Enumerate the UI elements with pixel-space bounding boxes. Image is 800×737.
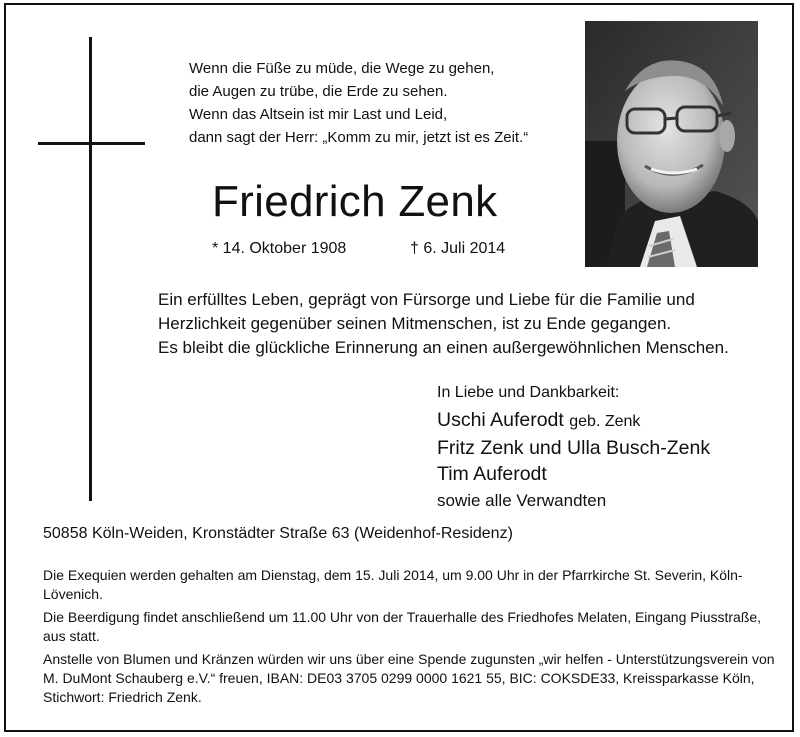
tribute-text — [158, 288, 778, 360]
portrait-photo — [585, 21, 758, 267]
poem-line: die Augen zu trübe, die Erde zu sehen. — [189, 83, 448, 100]
mourners-intro: In Liebe und Dankbarkeit: — [437, 384, 620, 401]
death-date: † 6. Juli 2014 — [410, 240, 506, 257]
deceased-name: Friedrich Zenk — [212, 177, 498, 226]
cross-icon-bar — [38, 142, 145, 145]
tribute-line: Herzlichkeit gegenüber seinen Mitmenschen, ist zu Ende gegangen. — [158, 314, 672, 333]
mourner-first-name: Uschi Auferodt — [437, 409, 564, 431]
tribute-line: Ein erfülltes Leben, geprägt von Fürsorge und Liebe für die Familie und — [158, 290, 695, 309]
burial-info: Die Beerdigung findet anschließend um 11.00 Uhr von der Trauerhalle des Friedhofes Melaten, Eingang Piusstraße, aus statt. — [43, 609, 762, 644]
poem-line: Wenn die Füße zu müde, die Wege zu gehen, — [189, 60, 495, 77]
poem-line: Wenn das Altsein ist mir Last und Leid, — [189, 106, 448, 123]
portrait-image — [585, 21, 758, 267]
mourner-maiden-name: geb. Zenk — [569, 413, 641, 430]
birth-date: * 14. Oktober 1908 — [212, 240, 347, 257]
funeral-mass-info: Die Exequien werden gehalten am Dienstag, dem 15. Juli 2014, um 9.00 Uhr in der Pfarrkirche St. Severin, Köln-Lövenich. — [43, 567, 743, 602]
address: 50858 Köln-Weiden, Kronstädter Straße 63 (Weidenhof-Residenz) — [43, 525, 513, 542]
mourner-name: Tim Auferodt — [437, 463, 547, 485]
service-details — [43, 566, 783, 711]
cross-icon — [89, 37, 92, 501]
poem-line: dann sagt der Herr: „Komm zu mir, jetzt ist es Zeit.“ — [189, 129, 529, 146]
mourner-name: Fritz Zenk und Ulla Busch-Zenk — [437, 437, 711, 459]
poem — [189, 57, 579, 149]
mourner-name — [437, 407, 777, 435]
tribute-line: Es bleibt die glückliche Erinnerung an einen außergewöhnlichen Menschen. — [158, 338, 729, 357]
donation-info: Anstelle von Blumen und Kränzen würden wir uns über eine Spende zugunsten „wir helfen - Unterstützungsverein von M. DuMont Schauberg e.V.“ freuen, IBAN: DE03 3705 0299 0000 1621 55, BIC: COKSDE33, Kreissparkasse Köln, Stichwort: Friedrich Zenk. — [43, 651, 775, 705]
mourners-list — [437, 381, 777, 514]
mourners-closing: sowie alle Verwandten — [437, 491, 607, 510]
